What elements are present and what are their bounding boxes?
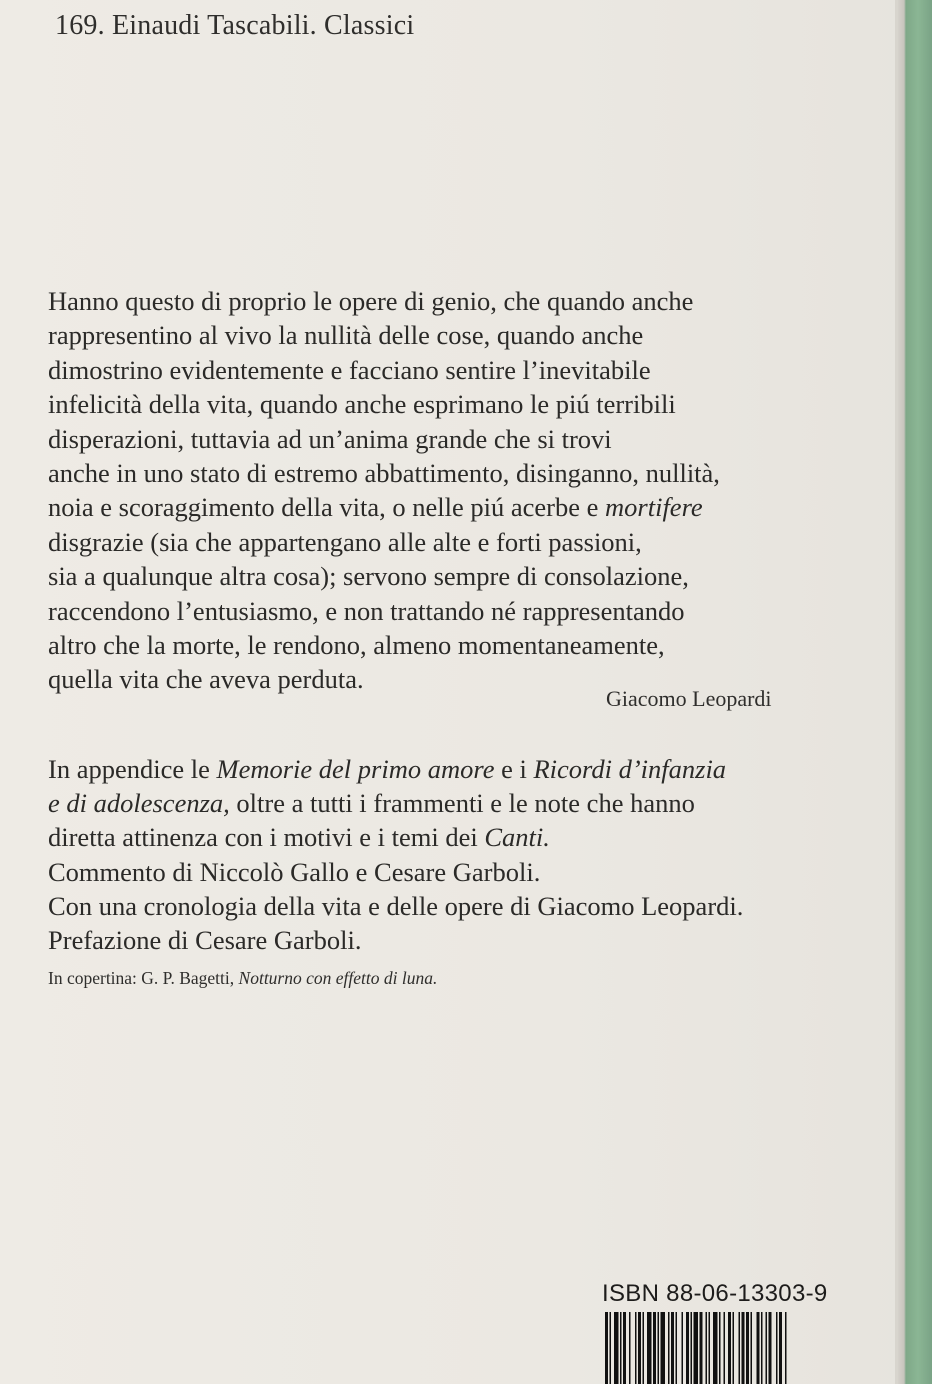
barcode-bar [742,1312,745,1384]
appendix-line: In appendice le Memorie del primo amore e i Ricordi d’infanzia [48,754,727,784]
green-spine-strip [898,0,932,1384]
series-title: 169. Einaudi Tascabili. Classici [55,10,415,41]
barcode-bar [686,1312,689,1384]
barcode-bar [719,1312,721,1384]
barcode-bar [700,1312,703,1384]
barcode-bar [785,1312,787,1384]
quote-author: Giacomo Leopardi [606,686,772,711]
barcode-bar [610,1312,612,1384]
barcode-bar [661,1312,666,1384]
barcode-bar [706,1312,708,1384]
barcode-bar [739,1312,741,1384]
quote-line: disgrazie (sia che appartengano alle alte e forti passioni, [48,526,642,557]
barcode-bar [769,1312,772,1384]
barcode-bar [647,1312,652,1384]
quote-line: raccendono l’entusiasmo, e non trattando né rappresentando [48,595,685,626]
barcode-bar [709,1312,711,1384]
barcode-bar [766,1312,768,1384]
barcode-bar [728,1312,731,1384]
barcode-bar [733,1312,735,1384]
quote-line: infelicità della vita, quando anche esprimano le piú terribili [48,389,676,420]
isbn-number: ISBN 88-06-13303-9 [602,1280,828,1307]
barcode-bar [614,1312,619,1384]
leopardi-quote [48,284,858,697]
barcode-bar [635,1312,637,1384]
barcode-bar [638,1312,641,1384]
barcode-bar [682,1312,684,1384]
barcode-bar [713,1312,718,1384]
barcode-bar [691,1312,693,1384]
quote-line: anche in uno stato di estremo abbattimento, disinganno, nullità, [48,458,720,489]
quote-line: disperazioni, tuttavia ad un’anima grande che si trovi [48,423,612,454]
barcode-bar [643,1312,645,1384]
barcode-bar [694,1312,699,1384]
barcode-bar [658,1312,660,1384]
barcode-bars [603,1312,851,1384]
barcode [603,1312,851,1384]
appendix-line: diretta attinenza con i motivi e i temi dei Canti. [48,822,550,853]
barcode-bar [653,1312,656,1384]
barcode-bar [671,1312,674,1384]
barcode-bar [724,1312,726,1384]
barcode-bar [779,1312,782,1384]
barcode-bar [629,1312,631,1384]
barcode-bar [668,1312,670,1384]
barcode-bar [623,1312,626,1384]
quote-line: dimostrino evidentemente e facciano sentire l’inevitabile [48,354,651,385]
barcode-bar [676,1312,678,1384]
appendix-description [48,752,878,957]
quote-line: noia e scoraggimento della vita, o nelle piú acerbe e mortifere [48,492,703,523]
quote-line: sia a qualunque altra cosa); servono sempre di consolazione, [48,561,689,592]
barcode-bar [620,1312,622,1384]
appendix-line: e di adolescenza, oltre a tutti i frammenti e le note che hanno [48,788,695,819]
barcode-bar [751,1312,753,1384]
quote-line: Hanno questo di proprio le opere di genio, che quando anche [48,286,694,316]
cover-credit: In copertina: G. P. Bagetti, Notturno con effetto di luna. [48,968,438,988]
appendix-line: Con una cronologia della vita e delle opere di Giacomo Leopardi. [48,890,744,921]
barcode-bar [776,1312,778,1384]
quote-line: rappresentino al vivo la nullità delle cose, quando anche [48,320,644,351]
barcode-bar [761,1312,763,1384]
appendix-line: Commento di Niccolò Gallo e Cesare Garboli. [48,856,541,887]
barcode-bar [757,1312,760,1384]
quote-line: altro che la morte, le rendono, almeno momentaneamente, [48,630,665,661]
appendix-line: Prefazione di Cesare Garboli. [48,925,362,956]
quote-line: quella vita che aveva perduta. [48,664,364,695]
barcode-bar [605,1312,608,1384]
barcode-bar [746,1312,749,1384]
